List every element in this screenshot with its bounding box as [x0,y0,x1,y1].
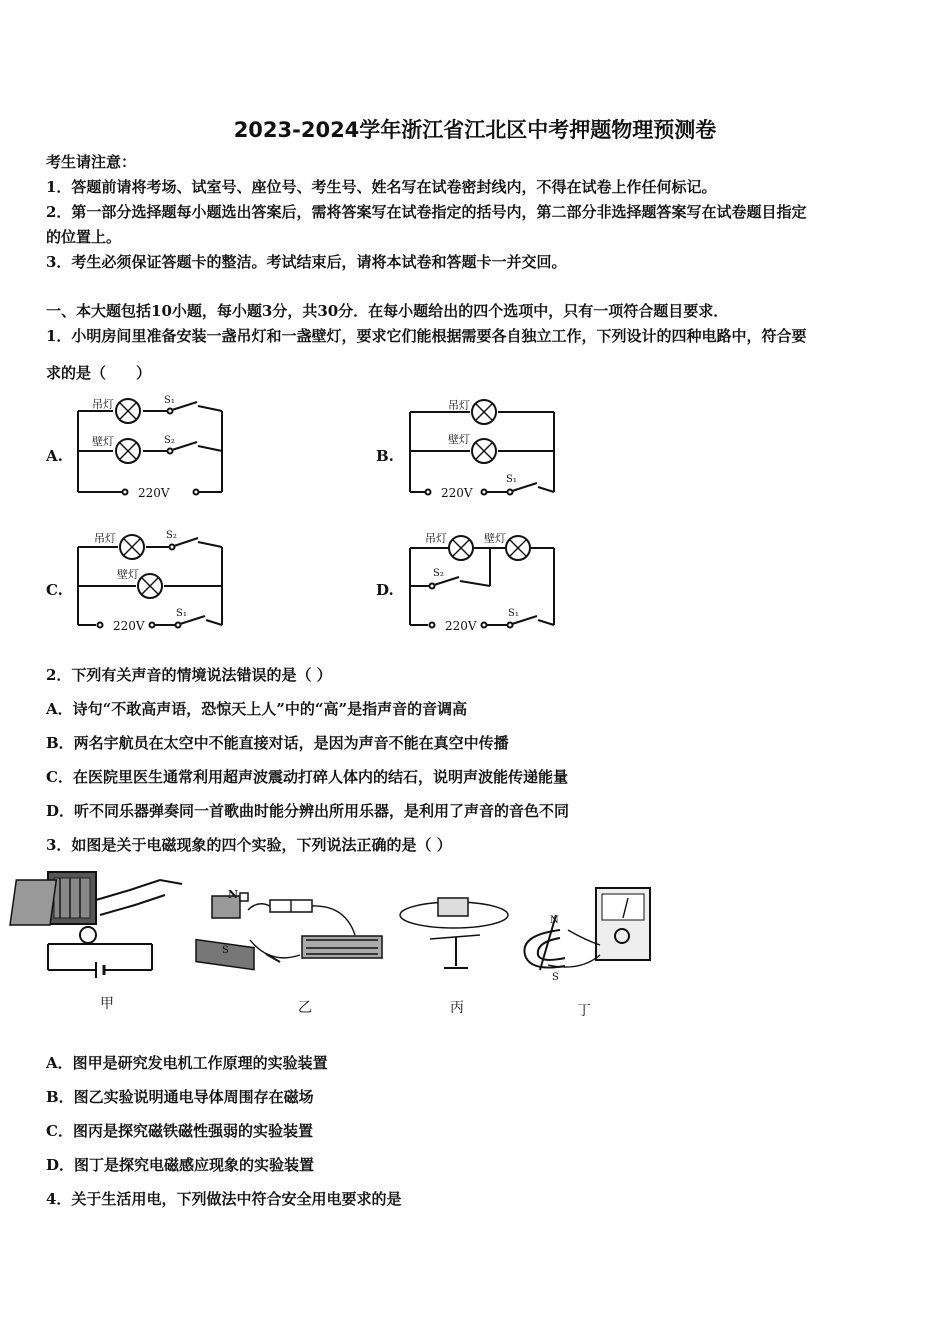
section-heading: 一、本大题包括10小题，每小题3分，共30分．在每小题给出的四个选项中，只有一项符合题目要求． [46,302,729,320]
mark-n: N [228,888,239,901]
q3-option-c[interactable]: C．图丙是探究磁铁磁性强弱的实验装置 [46,1122,313,1140]
q1-option-b-label[interactable]: B. [376,447,394,465]
notice-item-1: 1．答题前请将考场、试室号、座位号、考生号、姓名写在试卷密封线内，不得在试卷上作任何标记。 [46,178,717,196]
figure-yi-electromagnet [196,888,382,970]
q3-stem: 3．如图是关于电磁现象的四个实验，下列说法正确的是（ ） [46,836,452,854]
q4-stem: 4．关于生活用电，下列做法中符合安全用电要求的是 [46,1190,402,1208]
q1-option-d-label[interactable]: D. [376,581,394,599]
label-s1: S₁ [508,608,519,619]
label-220v: 220V [445,619,477,633]
figure-label-jia: 甲 [100,996,114,1012]
q1-stem-line1: 1．小明房间里准备安装一盏吊灯和一盏壁灯，要求它们能根据需要各自独立工作，下列设计的四种电路中，符合要 [46,327,807,345]
q2-option-d[interactable]: D．听不同乐器弹奏同一首歌曲时能分辨出所用乐器，是利用了声音的音色不同 [46,802,570,820]
q2-stem: 2．下列有关声音的情境说法错误的是（ ） [46,666,332,684]
label-pendant: 吊灯 [94,532,116,545]
q3-option-a[interactable]: A．图甲是研究发电机工作原理的实验装置 [46,1054,328,1072]
notice-item-2-cont: 的位置上。 [46,228,122,246]
label-s1: S₁ [506,474,517,485]
notice-item-3: 3．考生必须保证答题卡的整洁。考试结束后，请将本试卷和答题卡一并交回。 [46,253,567,271]
label-s2: S₂ [164,435,175,446]
label-wall: 壁灯 [92,435,114,448]
label-wall: 壁灯 [117,568,139,581]
label-s2: S₂ [433,568,444,579]
label-wall: 壁灯 [448,433,470,446]
mark-s: S [222,945,229,956]
q3-option-d[interactable]: D．图丁是探究电磁感应现象的实验装置 [46,1156,315,1174]
label-pendant: 吊灯 [448,399,470,412]
q3-option-b[interactable]: B．图乙实验说明通电导体周围存在磁场 [46,1088,314,1106]
mark-n: N [550,915,559,926]
label-s2: S₂ [166,530,177,541]
figure-label-ding: 丁 [577,1003,591,1019]
notice-heading: 考生请注意： [46,153,137,171]
label-s1: S₁ [176,608,187,619]
q1-stem-line2: 求的是（ ） [46,364,152,382]
notice-item-2: 2．第一部分选择题每小题选出答案后，需将答案写在试卷指定的括号内，第二部分非选择题答案写在试卷题目指定 [46,203,807,221]
page-title: 2023-2024学年浙江省江北区中考押题物理预测卷 [233,118,717,142]
label-wall: 壁灯 [484,532,506,545]
label-220v: 220V [441,486,473,500]
label-220v: 220V [113,619,145,633]
figure-bing-needle [400,898,508,968]
label-pendant: 吊灯 [425,532,447,545]
mark-s: S [552,972,559,983]
q1-option-a-label[interactable]: A. [46,447,63,465]
figure-label-bing: 丙 [450,1000,464,1016]
q2-option-c[interactable]: C．在医院里医生通常利用超声波震动打碎人体内的结石，说明声波能传递能量 [46,768,568,786]
label-220v: 220V [138,486,170,500]
q2-option-b[interactable]: B．两名宇航员在太空中不能直接对话，是因为声音不能在真空中传播 [46,734,509,752]
figure-ding-induction [524,888,650,983]
figure-jia-motor [10,872,182,978]
label-pendant: 吊灯 [92,398,114,411]
figure-label-yi: 乙 [298,1000,312,1016]
q1-option-c-label[interactable]: C. [46,581,63,599]
label-s1: S₁ [164,395,175,406]
q2-option-a[interactable]: A．诗句“不敢高声语，恐惊天上人”中的“高”是指声音的音调高 [46,700,468,718]
